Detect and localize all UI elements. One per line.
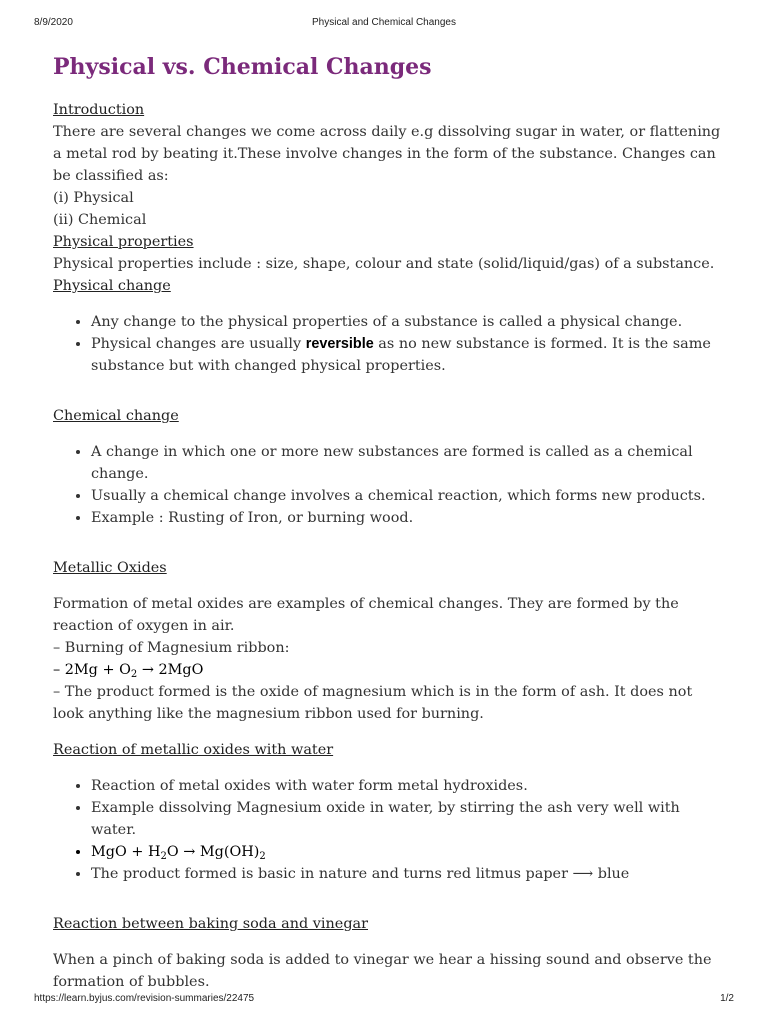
print-url: https://learn.byjus.com/revision-summaries/22475 [34,993,255,1004]
heading-metallic-oxides: Metallic Oxides [53,560,167,576]
list-item: • Reaction of metal oxides with water form metal hydroxides. [91,775,725,797]
document-title: Physical vs. Chemical Changes [53,54,432,80]
list-item: • A change in which one or more new substances are formed is called as a chemical change. [91,441,725,485]
list-item: • Any change to the physical properties of a substance is called a physical change. [91,311,725,333]
heading-oxides-with-water: Reaction of metallic oxides with water [53,742,334,758]
heading-chemical-change: Chemical change [53,408,179,424]
list-item [91,333,725,377]
equation-part: → 2MgO [137,662,204,678]
list-item: • The product formed is basic in nature and turns red litmus paper ⟶ blue [91,863,725,885]
equation-part: MgO + H [91,844,161,860]
chemical-change-list [53,441,725,529]
list-item: • Example dissolving Magnesium oxide in water, by stirring the ash very well with water. [91,797,725,841]
emphasis-reversible: reversible [305,336,374,352]
heading-physical-change: Physical change [53,278,171,294]
equation-subscript: 2 [130,669,138,680]
print-page-title: Physical and Chemical Changes [312,17,456,28]
physical-properties-text: Physical properties include : size, shape, colour and state (solid/liquid/gas) of a substance. [53,256,715,272]
list-item-text: Physical changes are usually [91,336,306,352]
metallic-oxides-product: – The product formed is the oxide of magnesium which is in the form of ash. It does not look anything like the magnesium ribbon used for burning. [53,684,693,722]
print-header [34,17,734,31]
equation-magnesium-burning [53,659,725,681]
metallic-oxides-text: Formation of metal oxides are examples of chemical changes. They are formed by the reaction of oxygen in air. [53,596,679,634]
print-footer [34,993,734,1007]
physical-change-list [53,311,725,377]
document-body [53,51,725,993]
equation-subscript: 2 [259,851,266,862]
print-date: 8/9/2020 [34,17,73,28]
metallic-oxides-burning: – Burning of Magnesium ribbon: [53,640,290,656]
equation-part: O → Mg(OH) [166,844,260,860]
list-item-text: as no new substance is formed. It is the same substance but with changed physical properties. [91,336,711,374]
intro-item-chemical: (ii) Chemical [53,212,147,228]
equation-subscript: 2 [160,851,167,862]
list-item: • Usually a chemical change involves a chemical reaction, which forms new products. [91,485,725,507]
print-page-number: 1/2 [720,993,734,1004]
heading-introduction: Introduction [53,102,145,118]
equation-magnesium-hydroxide [91,841,725,863]
heading-physical-properties: Physical properties [53,234,194,250]
equation-part: – 2Mg + O [53,662,131,678]
intro-item-physical: (i) Physical [53,190,134,206]
intro-text: There are several changes we come across daily e.g dissolving sugar in water, or flattening a metal rod by beating it.These involve changes in the form of the substance. Changes can be classified as: [53,124,721,184]
baking-soda-text: When a pinch of baking soda is added to vinegar we hear a hissing sound and observe the formation of bubbles. [53,952,712,990]
heading-baking-soda-vinegar: Reaction between baking soda and vinegar [53,916,368,932]
list-item: • Example : Rusting of Iron, or burning wood. [91,507,725,529]
oxides-water-list [53,775,725,885]
